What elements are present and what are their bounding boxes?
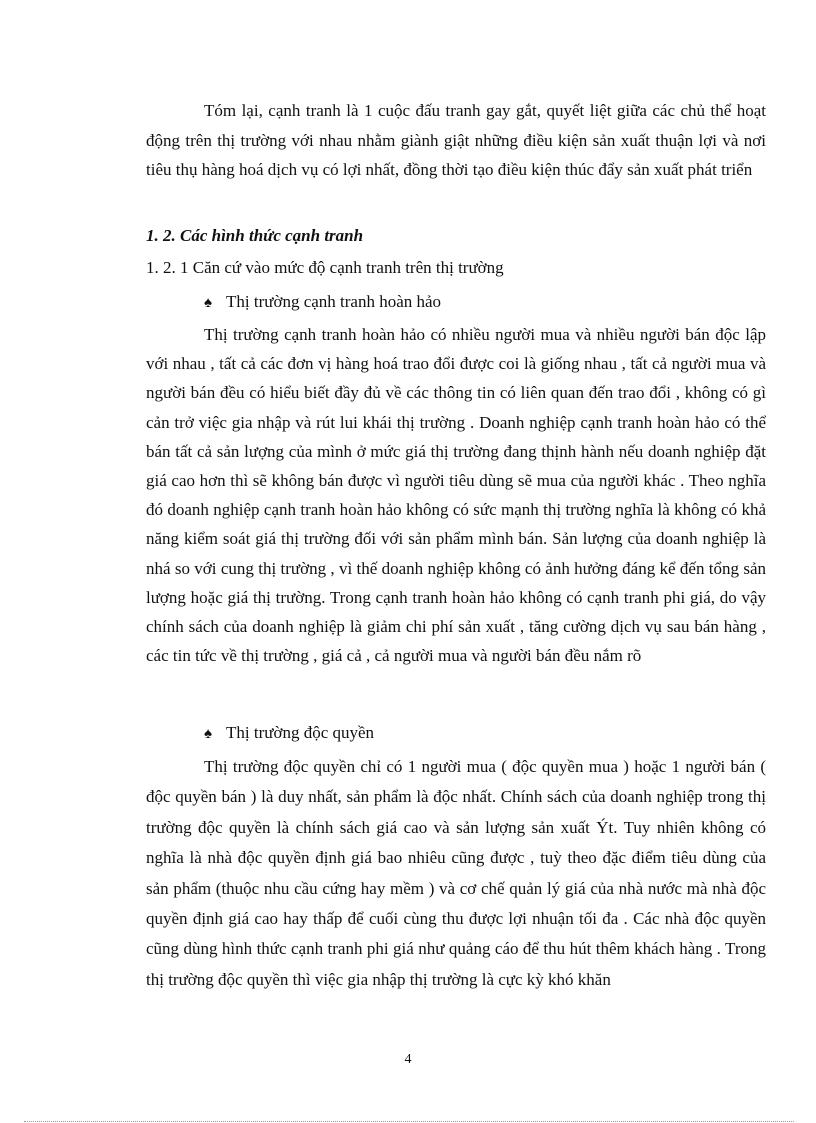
text-block-bullet-1 — [146, 287, 766, 319]
footer-divider — [24, 1121, 794, 1122]
bullet-title-1: Thị trường cạnh tranh hoàn hảo — [226, 292, 442, 311]
section-heading: 1. 2. Các hình thức cạnh tranh — [146, 226, 364, 245]
text-block-monopoly — [146, 752, 766, 995]
text-block-bullet-2 — [146, 718, 766, 750]
summary-paragraph: Tóm lại, cạnh tranh là 1 cuộc đấu tranh gay gắt, quyết liệt giữa các chủ thể hoạt động trên thị trường với nhau nhằm giành giật những điều kiện sản xuất thuận lợi và nơi tiêu thụ hàng hoá dịch vụ có lợi nhất, đồng thời tạo điều kiện thúc đẩy sản xuất phát triển — [146, 101, 766, 180]
perfect-competition-paragraph: Thị trường cạnh tranh hoàn hảo có nhiều người mua và nhiều người bán độc lập với nhau , tất cả các đơn vị hàng hoá trao đổi được coi là giống nhau , tất cả người mua và người bán đều có hiểu biết đầy đủ về các thông tin có liên quan đến trao đổi , không có gì cản trở việc gia nhập và rút lui khái thị trường . Doanh nghiệp cạnh tranh hoàn hảo có thể bán tất cả sản lượng của mình ở mức giá thị trường đang thịnh hành nếu doanh nghiệp đặt giá cao hơn thì sẽ không bán được vì người tiêu dùng sẽ mua của người khác . Theo nghĩa đó doanh nghiệp cạnh tranh hoàn hảo không có sức mạnh thị trường nghĩa là không có khả năng kiểm soát giá thị trường đối với sản phẩm mình bán. Sản lượng của doanh nghiệp là nhá so với cung thị trường , vì thế doanh nghiệp không có ảnh hưởng đáng kể đến tổng sản lượng hoặc giá thị trường. Trong cạnh tranh hoàn hảo không có cạnh tranh phi giá, do vậy chính sách của doanh nghiệp là giảm chi phí sản xuất , tăng cường dịch vụ sau bán hàng , các tin tức về thị trường , giá cả , cả người mua và người bán đều nắm rõ — [146, 325, 766, 666]
bullet-item-1 — [146, 287, 766, 319]
monopoly-paragraph: Thị trường độc quyền chỉ có 1 người mua ( độc quyền mua ) hoặc 1 người bán ( độc quyền bán ) là duy nhất, sản phẩm là độc nhất. Chính sách của doanh nghiệp trong thị trường độc quyền là chính sách giá cao và sản lượng sản xuất Ýt. Tuy nhiên không có nghĩa là nhà độc quyền định giá bao nhiêu cũng được , tuỳ theo đặc điểm tiêu dùng của sản phẩm (thuộc nhu cầu cứng hay mềm ) và cơ chế quản lý giá của nhà nước mà nhà độc quyền định giá cao hay thấp để cuối cùng thu được lợi nhuận tối đa . Các nhà độc quyền cũng dùng hình thức cạnh tranh phi giá như quảng cáo để thu hút thêm khách hàng . Trong thị trường độc quyền thì việc gia nhập thị trường là cực kỳ khó khăn — [146, 757, 766, 989]
page-number: 4 — [404, 1052, 412, 1067]
text-block-top — [146, 96, 766, 185]
text-block-perfect-competition — [146, 320, 766, 670]
spade-bullet-icon: ♠ — [204, 295, 212, 311]
bullet-title-2: Thị trường độc quyền — [226, 723, 375, 742]
subsection-heading: 1. 2. 1 Căn cứ vào mức độ cạnh tranh trên thị trường — [146, 258, 504, 277]
text-block-headings — [146, 221, 766, 251]
bullet-item-2 — [146, 718, 766, 750]
spade-bullet-icon: ♠ — [204, 726, 212, 742]
text-block-subsection — [146, 253, 766, 283]
